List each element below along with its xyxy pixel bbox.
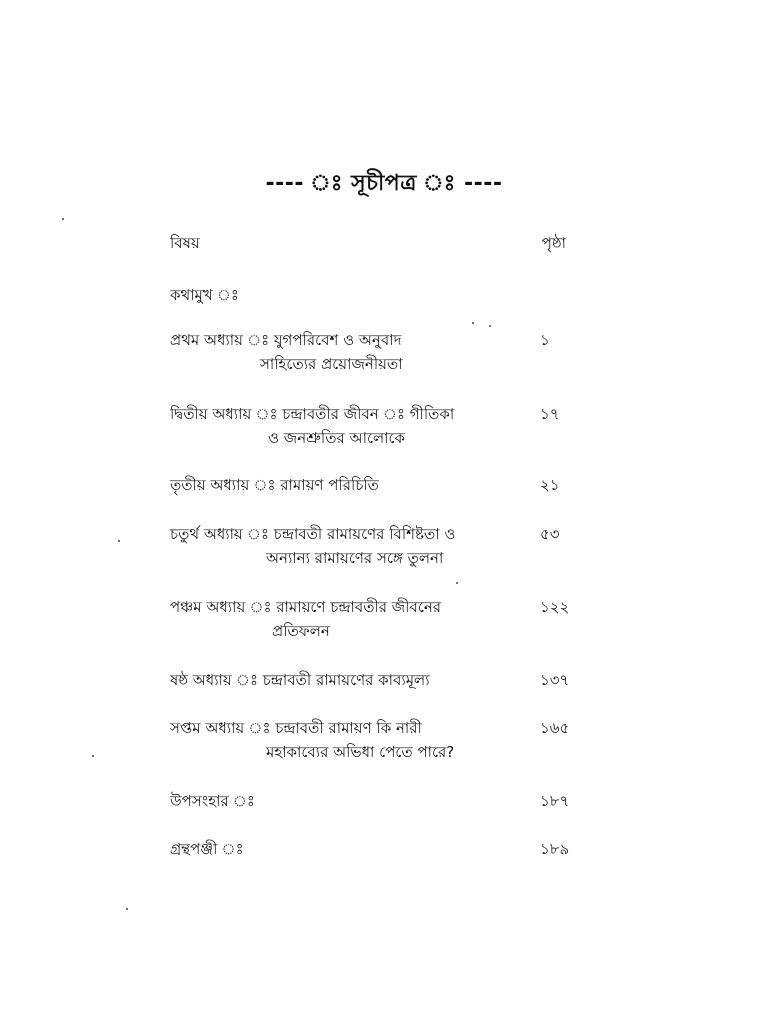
toc-entry-label: গ্রন্থপঞ্জী ঃ	[170, 840, 244, 858]
toc-entry-label: কথামুখ ঃ	[170, 286, 239, 304]
toc-entry-page: ১৬৫	[540, 719, 570, 737]
scan-speck	[118, 540, 120, 542]
toc-entry-continuation: প্রতিফলন	[272, 622, 330, 640]
toc-entry-chapter-5	[170, 595, 570, 643]
toc-entry-label: চতুর্থ অধ্যায় ঃ চন্দ্রাবতী রামায়ণের বিশিষ্টতা ও	[170, 525, 456, 543]
toc-entry-label: পঞ্চম অধ্যায় ঃ রামায়ণে চন্দ্রাবতীর জীবনের	[170, 598, 442, 616]
toc-entry-page: ১২২	[540, 598, 570, 616]
toc-entry-continuation: ও জনশ্রুতির আলোকে	[268, 429, 406, 447]
toc-entry-page: ১৮৭	[540, 792, 570, 810]
toc-entry-label: উপসংহার ঃ	[170, 792, 255, 810]
toc-entry-continuation: মহাকাব্যের অভিধা পেতে পারে?	[266, 743, 455, 761]
toc-entry-conclusion	[170, 789, 570, 813]
toc-entry-page: ১৭	[540, 405, 560, 423]
scan-speck	[62, 218, 64, 220]
subject-column-header: বিষয়	[170, 234, 200, 252]
scan-speck	[92, 755, 94, 757]
toc-entry-label: প্রথম অধ্যায় ঃ যুগপরিবেশ ও অনুবাদ	[170, 331, 402, 349]
toc-entry-label: সপ্তম অধ্যায় ঃ চন্দ্রাবতী রামায়ণ কি নারী	[170, 719, 422, 737]
scan-speck	[456, 582, 458, 584]
toc-entry-chapter-2	[170, 402, 570, 450]
toc-entry-page: ১৮৯	[540, 840, 570, 858]
toc-entry-page: ৫৩	[540, 525, 560, 543]
toc-entry-continuation: অন্যান্য রামায়ণের সঙ্গে তুলনা	[266, 549, 444, 567]
page-column-header: পৃষ্ঠা	[541, 234, 566, 252]
toc-entry-chapter-1	[170, 328, 570, 376]
toc-header	[170, 232, 570, 257]
toc-entry-label: দ্বিতীয় অধ্যায় ঃ চন্দ্রাবতীর জীবন ঃ গীতিকা	[170, 405, 455, 423]
toc-entry-label: ষষ্ঠ অধ্যায় ঃ চন্দ্রাবতী রামায়ণের কাব্যমূল্য	[170, 671, 430, 689]
toc-entry-label: তৃতীয় অধ্যায় ঃ রামায়ণ পরিচিতি	[170, 476, 379, 494]
toc-entry-page: ২১	[540, 476, 560, 494]
scan-speck	[472, 322, 474, 324]
toc-entry-continuation: সাহিত্যের প্রয়োজনীয়তা	[260, 355, 403, 373]
toc-entry-chapter-7	[170, 716, 570, 764]
toc-entry-page: ১	[540, 331, 550, 349]
toc-entry-chapter-3	[170, 473, 570, 497]
toc-entry-chapter-6	[170, 668, 570, 692]
scan-speck	[126, 908, 128, 910]
toc-entry-preface	[170, 283, 570, 307]
page-title: ---- ঃ সূচীপত্র ঃ ----	[265, 171, 503, 196]
scan-speck	[489, 325, 491, 327]
toc-entry-chapter-4	[170, 522, 570, 570]
toc-entry-bibliography	[170, 837, 570, 861]
toc-entry-page: ১৩৭	[540, 671, 570, 689]
